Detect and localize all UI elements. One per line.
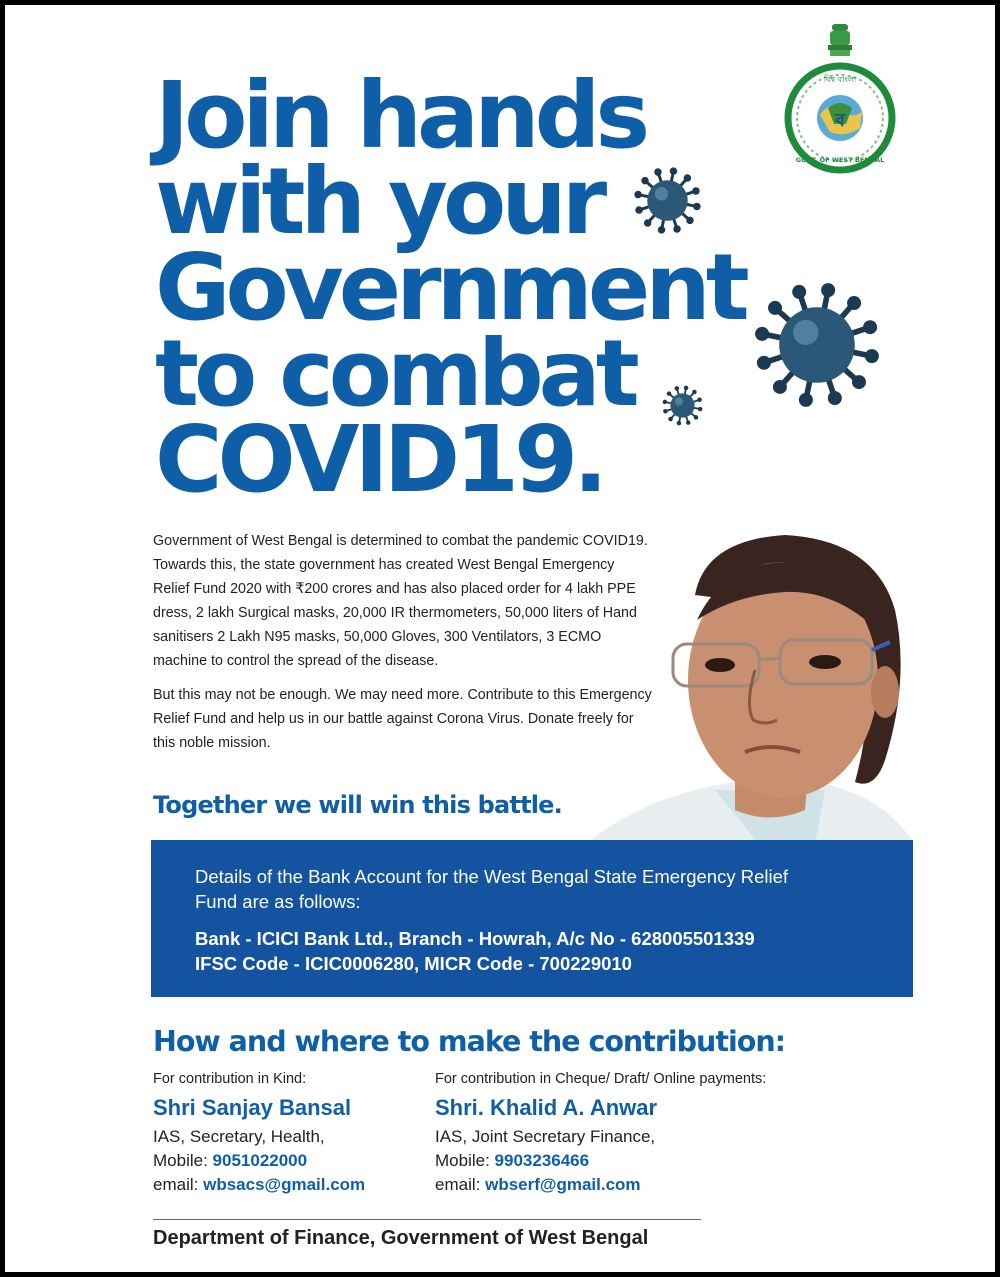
virus-icon — [660, 383, 705, 428]
virus-icon — [630, 163, 705, 238]
headline-line: with your — [155, 148, 603, 255]
bank-details-box — [151, 840, 913, 997]
email-label: email: — [153, 1175, 199, 1194]
svg-text:GOVT. OF WEST BENGAL: GOVT. OF WEST BENGAL — [795, 156, 885, 164]
footer-divider — [153, 1219, 701, 1220]
contact-intro: For contribution in Kind: — [153, 1071, 307, 1087]
contribution-heading: How and where to make the contribution: — [153, 1025, 786, 1058]
svg-text:ব: ব — [834, 110, 846, 131]
contact-intro: For contribution in Cheque/ Draft/ Online payments: — [435, 1071, 767, 1087]
headline-line: to combat — [155, 320, 635, 427]
virus-icon — [747, 275, 887, 415]
headline-line: Government — [155, 234, 745, 341]
email-address: wbsacs@gmail.com — [203, 1175, 366, 1194]
body-paragraph: But this may not be enough. We may need more. Contribute to this Emergency Relief Fund and help us in our battle against Corona Virus. Donate freely for this noble mission. — [153, 687, 652, 751]
footer-department: Department of Finance, Government of West Bengal — [153, 1227, 649, 1249]
headline-line: Join hands — [155, 62, 646, 169]
svg-text:বিশ্ব বাংলা: বিশ্ব বাংলা — [823, 75, 857, 84]
contact-mobile — [435, 1151, 855, 1175]
state-emblem-icon — [828, 24, 852, 56]
bank-intro: Details of the Bank Account for the West Bengal State Emergency Relief Fund are as follows: — [195, 866, 789, 912]
mobile-label: Mobile: — [153, 1151, 208, 1170]
bank-account-line: Bank - ICICI Bank Ltd., Branch - Howrah, A/c No - 628005501339 — [195, 928, 755, 949]
body-text — [153, 529, 653, 765]
email-address: wbserf@gmail.com — [485, 1175, 641, 1194]
mobile-number: 9903236466 — [494, 1151, 590, 1170]
mobile-label: Mobile: — [435, 1151, 490, 1170]
contact-name: Shri. Khalid A. Anwar — [435, 1095, 658, 1120]
contact-payments — [435, 1071, 855, 1199]
email-label: email: — [435, 1175, 481, 1194]
bank-codes-line: IFSC Code - ICIC0006280, MICR Code - 700229010 — [195, 953, 632, 974]
poster — [5, 5, 995, 1272]
contact-name: Shri Sanjay Bansal — [153, 1095, 352, 1120]
biswa-bangla-logo — [788, 66, 892, 170]
headline-line: COVID19. — [155, 406, 604, 513]
contact-role: IAS, Joint Secretary Finance, — [435, 1127, 656, 1146]
mobile-number: 9051022000 — [212, 1151, 308, 1170]
contact-role: IAS, Secretary, Health, — [153, 1127, 325, 1146]
portrait-illustration — [585, 520, 915, 845]
government-logo — [780, 20, 900, 180]
contact-email — [435, 1175, 855, 1199]
body-paragraph: Government of West Bengal is determined to combat the pandemic COVID19. Towards this, the state government has created West Bengal Emergency Relief Fund 2020 with ₹200 crores and has also placed order for 4 lakh PPE dress, 2 lakh Surgical masks, 20,000 IR thermometers, 50,000 liters of Hand sanitisers 2 Lakh N95 masks, 50,000 Gloves, 300 Ventilators, 3 ECMO machine to control the spread of the disease. — [153, 533, 648, 669]
tagline: Together we will win this battle. — [153, 791, 562, 819]
headline — [155, 62, 755, 513]
